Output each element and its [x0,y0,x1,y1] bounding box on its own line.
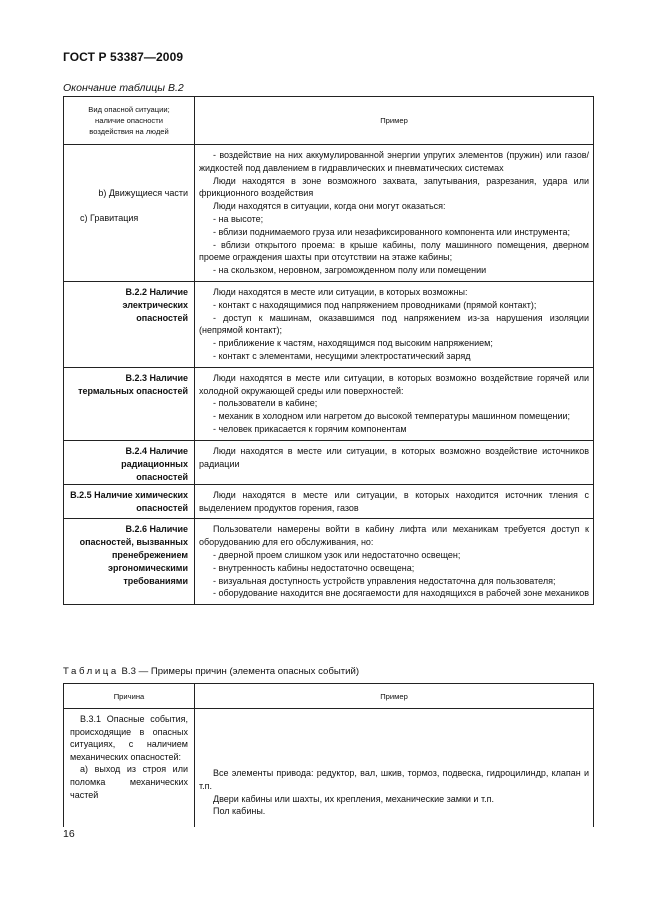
example-line: - внутренность кабины недостаточно освещена; [213,562,415,573]
example-cell [195,145,594,282]
example-cell [195,484,594,519]
table-row [64,709,594,827]
example-cell [195,440,594,484]
example-line: - вблизи поднимаемого груза или незафиксированного компонента или инструмента; [213,226,571,237]
situation-cell: В.2.3 Наличие термальных опасностей [64,367,195,440]
example-line: Люди находятся в месте или ситуации, в которых находится источник тления с выделением продуктов горения, газов [199,489,589,513]
table-b3 [63,683,594,827]
situation-cell [64,145,195,282]
column-header-situation [64,97,195,145]
caption-text: В.3 — Примеры причин (элемента опасных событий) [121,666,360,677]
table-row [64,145,594,282]
page-number: 16 [63,828,75,840]
example-cell [195,709,594,827]
example-line: - дверной проем слишком узок или недостаточно освещен; [213,549,461,560]
table-header-row [64,684,594,709]
table-b2 [63,96,594,605]
table-caption: Окончание таблицы В.2 [63,82,184,94]
situation-cell: В.2.5 Наличие химических опасностей [64,484,195,519]
situation-text: b) Движущиеся части [98,188,188,198]
example-line: - контакт с элементами, несущими электростатический заряд [213,350,471,361]
example-line: - доступ к машинам, оказавшимся под напряжением из-за нарушения изоляции (непрямой контакт); [199,312,589,336]
example-cell [195,367,594,440]
situation-text: c) Гравитация [80,213,139,223]
example-line: - механик в холодном или нагретом до высокой температуры машинном помещении; [213,411,571,422]
example-line: Люди находятся в месте или ситуации, в которых возможны: [213,286,468,297]
caption-prefix: Таблица [63,666,119,677]
column-header-cause: Причина [64,684,195,709]
example-line: Люди находятся в месте или ситуации, в которых возможно воздействие горячей или холодной окружающей среды или поверхностей: [199,372,589,396]
column-header-example: Пример [195,684,594,709]
example-line: Люди находятся в месте или ситуации, в которых возможно воздействие источников радиации [199,445,589,469]
example-line: Пол кабины. [213,806,266,817]
example-line: - контакт с находящимися под напряжением проводниками (прямой контакт); [213,299,537,310]
example-line: - визуальная доступность устройств управления недостаточна для пользователя; [213,575,556,586]
table-row [64,519,594,605]
header-line: Вид опасной ситуации; [88,105,170,114]
table-row [64,484,594,519]
spacer [70,149,188,187]
table-b3-caption [63,666,359,677]
situation-cell: В.2.6 Наличие опасностей, вызванных пренебрежением эргономическими требованиями [64,519,195,605]
document-id: ГОСТ Р 53387—2009 [63,50,184,64]
example-cell [195,281,594,367]
column-header-example: Пример [195,97,594,145]
example-cell [195,519,594,605]
example-line: - оборудование находится вне досягаемости для находящихся в рабочей зоне механиков [213,588,589,599]
cause-line: В.3.1 Опасные события, происходящие в опасных ситуациях, с наличием механических опасностей: [70,714,188,762]
header-line: наличие опасности [95,116,163,125]
example-line: Пользователи намерены войти в кабину лифта или механикам требуется доступ к оборудованию для его обслуживания, но: [199,524,589,548]
example-line: - на высоте; [213,213,264,224]
example-line: - приближение к частям, находящимся под высоким напряжением; [213,338,493,349]
table-row [64,440,594,484]
example-line: - пользователи в кабине; [213,398,318,409]
situation-cell: В.2.4 Наличие радиационных опасностей [64,440,195,484]
example-line: - на скользком, неровном, загроможденном полу или помещении [213,265,487,276]
example-line: Люди находятся в зоне возможного захвата, запутывания, разрезания, удара или фрикционного воздействия [199,175,589,199]
example-line: - человек прикасается к горячим компонентам [213,423,407,434]
example-line: Люди находятся в ситуации, когда они могут оказаться: [213,201,446,212]
situation-cell: В.2.2 Наличие электрических опасностей [64,281,195,367]
example-line: Все элементы привода: редуктор, вал, шкив, тормоз, подвеска, гидроцилиндр, клапан и т.п. [199,768,589,791]
cause-line: а) выход из строя или поломка механических частей [70,764,188,800]
example-line: - воздействие на них аккумулированной энергии упругих элементов (пружин) или газов/жидкостей под давлением в гидравлических и пневматических системах [199,150,589,173]
table-header-row [64,97,594,145]
cause-cell [64,709,195,827]
example-line: - вблизи открытого проема: в крыше кабины, полу машинного помещения, дверном проеме ограждения шахты при отсутствии на этаже кабины; [199,239,589,263]
spacer [70,200,188,212]
example-line: Двери кабины или шахты, их крепления, механические замки и т.п. [213,793,494,804]
table-row [64,367,594,440]
header-line: воздействия на людей [89,127,169,136]
table-row [64,281,594,367]
